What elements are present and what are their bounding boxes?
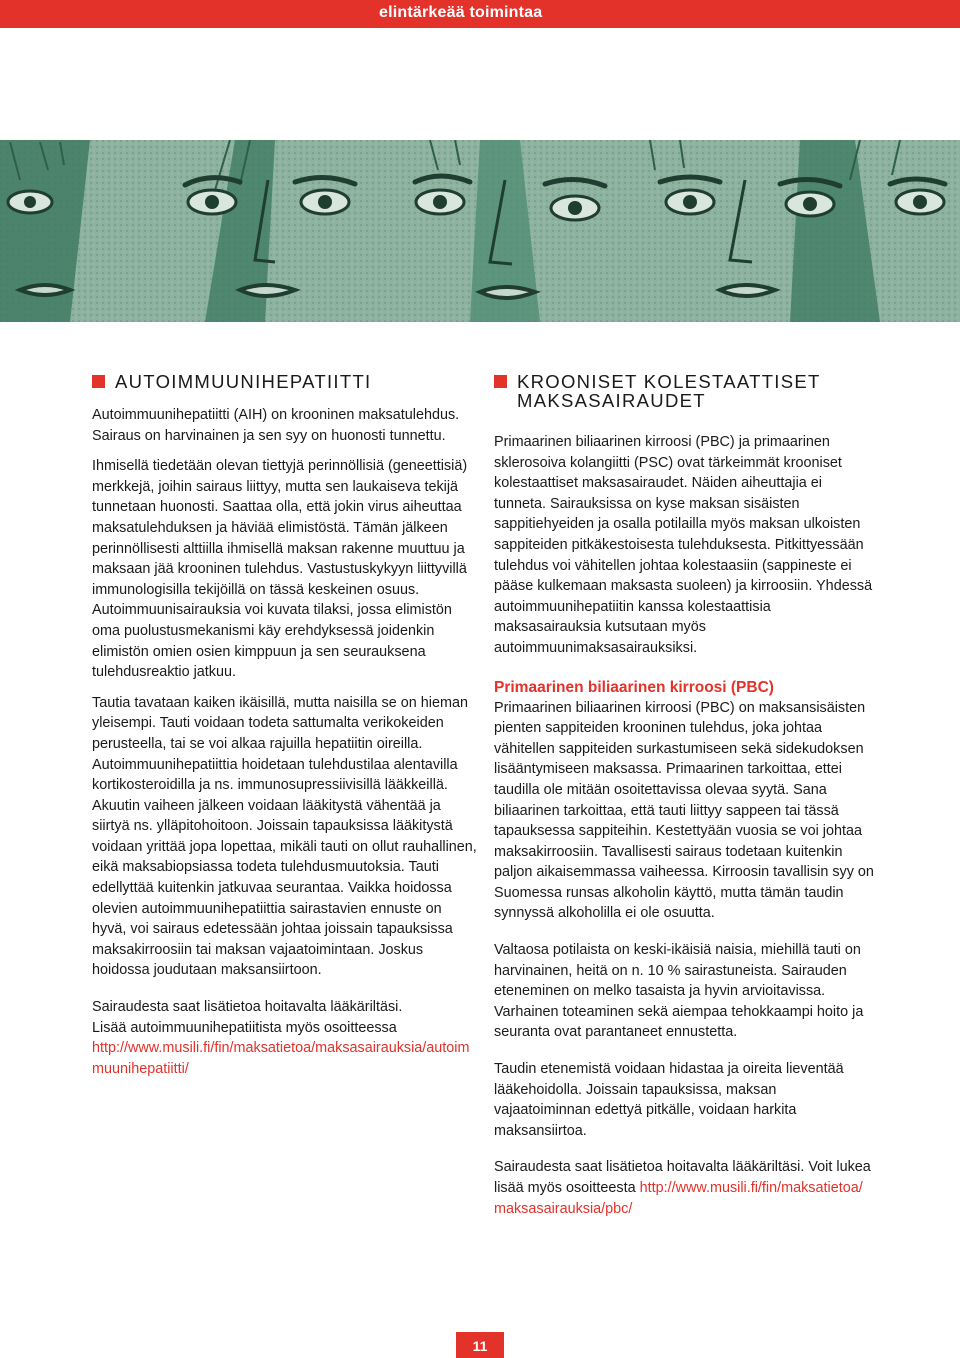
heading-bullet-icon [92,375,105,388]
left-heading: AUTOIMMUUNIHEPATIITTI [92,372,477,391]
heading-bullet-icon [494,375,507,388]
right-column [494,372,874,1229]
left-closing-line1: Sairaudesta saat lisätietoa hoitavalta lääkäriltäsi. [92,999,403,1016]
left-closing [92,997,477,1079]
right-closing [494,1157,874,1219]
left-paragraph-2: Ihmisellä tiedetään olevan tiettyjä perinnöllisiä (geneettisiä) merkkejä, joihin sairaus liittyy, mutta sen laukaiseva tekijä tunnetaan huonosti. Saattaa olla, että jokin virus aiheuttaa maksatulehduksen ja häviää elimistöstä. Tämän jälkeen perinnöllisesti alttiilla ihmisellä maksan rakenne muuttuu ja maksaan jää krooninen tulehdus. Vastustuskykyyn liittyvillä immunologisilla tekijöillä on tässä keskeinen osuus. Autoimmuunisairauksia voi kuvata tilaksi, jossa elimistön oma puolustusmekanismi käy erehdyksessä joidenkin elimistön omien osien kimppuun ja sen seurauksena tulehdusreaktio jatkuu. [92,458,468,681]
section-header-bar [0,0,960,28]
pbc-subheading: Primaarinen biliaarinen kirroosi (PBC) [494,678,774,696]
right-paragraph-1: Primaarinen biliaarinen kirroosi (PBC) ja primaarinen sklerosoiva kolangiitti (PSC) ovat tärkeimmät krooniset kolestaattiset maksasairaudet. Näiden aiheuttajia ei tunneta. Sairauksissa on kyse maksan sisäisten sappitiehyeiden ja osalla potilailla myös maksan ulkoisten sappiteiden pitkäkestoisesta tulehduksesta. Pitkittyessään tulehdus voi vähitellen johtaa kolestaasiin (sappineste ei pääse kulkemaan maksasta suoleen) ja kirroosiin. Yhdessä autoimmuunihepatiitin kanssa kolestaattisia maksasairauksia kutsutaan myös autoimmuunimaksasairauksiksi. [494,434,873,656]
left-paragraph-3: Tautia tavataan kaiken ikäisillä, mutta naisilla se on hieman yleisempi. Tauti voidaan todeta sattumalta verikokeiden perusteella, tai se voi alkaa rajuilla hepatiitin oireilla. Autoimmuunihepatiittia hoidetaan tulehdustilaa alentavilla kortikosteroidilla ja ns. immunosupressiivisillä lääkkeillä. Akuutin vaiheen jälkeen voidaan lääkitystä vähentää ja siirtyä ns. ylläpitohoitoon. Joissain tapauksissa lääkitystä voidaan yrittää jopa lopettaa, mikäli tauti on ollut rauhallinen, eikä maksabiopsiassa todeta tulehdusmuutoksia. Tauti edellyttää kuitenkin jatkuvaa seurantaa. Vaikka hoidossa olevien autoimmuunihepatiittia sairastavien ennuste on hyvä, voi sairaus edetessään johtaa joissain tapauksissa maksakirroosiin tai maksan vajaatoimintaan. Joskus hoidossa joudutaan maksansiirtoon. [92,694,477,979]
left-column [92,372,477,1089]
pbc-paragraph-3: Taudin etenemistä voidaan hidastaa ja oireita lieventää lääkehoidolla. Joissain tapauksissa, maksan vajaatoiminnan edettyä pitkälle, voidaan harkita maksansiirtoa. [494,1061,844,1139]
section-title: elintärkeää toimintaa [379,4,543,21]
pbc-paragraph-1: Primaarinen biliaarinen kirroosi (PBC) on maksansisäisten pienten sappiteiden krooninen tulehdus, joka johtaa vähitellen sappiteiden surkastumiseen sekä sidekudoksen lisääntymiseen maksassa. Primaarinen tarkoittaa, ettei taudilla ole mitään osoitettavissa olevaa syytä. Sana biliaarinen tarkoittaa, että tauti liittyy sappeen tai tässä tapauksessa sappiteihin. Kestettyään vuosia se voi johtaa maksakirroosiin. Tavallisesti sairaus todetaan kuitenkin paljon aikaisemmassa vaiheessa. Kirroosin tavallisin syy on Suomessa runsas alkoholin käyttö, mutta tämän taudin synnyssä alkoholilla ei ole osuutta. [494,699,874,922]
right-heading: KROONISET KOLESTAATTISET MAKSASAIRAUDET [494,372,874,410]
page-number: 11 [472,1338,488,1354]
page-number-box [456,1332,504,1358]
left-paragraph-1: Autoimmuunihepatiitti (AIH) on krooninen maksatulehdus. Sairaus on harvinainen ja sen syy on huonosti tunnettu. [92,407,460,444]
left-closing-line2: Lisää autoimmuunihepatiitista myös osoitteessa [92,1019,397,1036]
right-closing-text: Sairaudesta saat lisätietoa hoitavalta lääkäriltäsi. Voit lukea lisää myös osoitteesta [494,1159,871,1196]
pbc-paragraph-2: Valtaosa potilaista on keski-ikäisiä naisia, miehillä tauti on harvinainen, heitä on n. 10 % sairastuneista. Sairauden eteneminen on melko tasaista ja hyvin arvioitavissa. Varhainen toteaminen sekä aiempaa tehokkaampi hoito ja seuranta ovat parantaneet ennustetta. [494,942,864,1041]
faces-illustration [0,140,960,322]
pbc-link[interactable]: http://www.musili.fi/fin/maksatietoa/maksasairauksia/pbc/ [494,1180,863,1217]
aih-link[interactable]: http://www.musili.fi/fin/maksatietoa/maksasairauksia/autoimmuunihepatiitti/ [92,1040,470,1077]
